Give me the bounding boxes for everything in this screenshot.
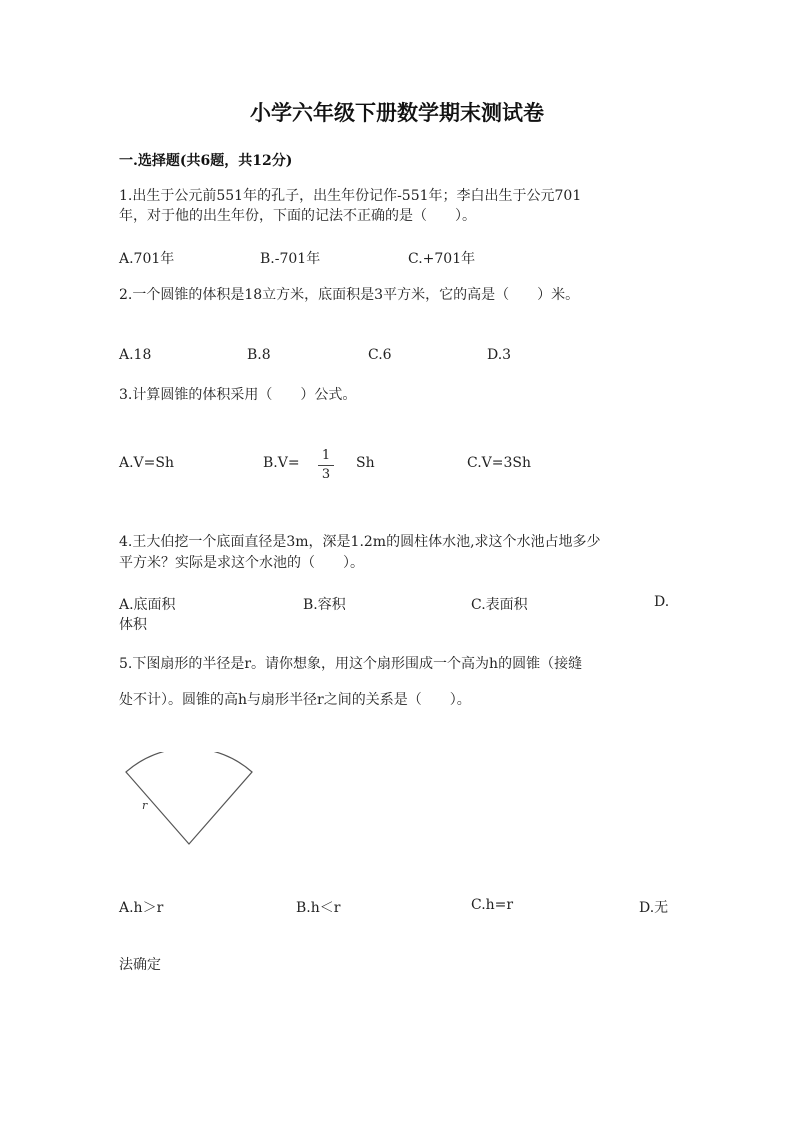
question-4-option-a: A.底面积 [119,597,176,613]
fraction-numerator: 1 [321,448,331,463]
question-3-line-1: 3.计算圆锥的体积采用（ ）公式。 [119,387,357,403]
question-4-option-d-wrap: 体积 [119,617,147,633]
radius-label: r [142,799,148,812]
sector-figure [122,752,256,848]
page-title: 小学六年级下册数学期末测试卷 [250,100,544,125]
sector-shape [126,752,252,844]
question-1-option-a: A.701年 [119,251,175,267]
question-1-option-c: C.+701年 [408,251,476,267]
question-1-line-1: 1.出生于公元前551年的孔子，出生年份记作-551年；李白出生于公元701 [119,188,582,204]
question-4-option-c: C.表面积 [471,597,528,613]
question-1-option-b: B.-701年 [260,251,321,267]
question-2-option-a: A.18 [119,347,152,363]
question-5-option-a: A.h＞r [119,900,164,916]
question-5-option-b: B.h＜r [296,900,341,916]
question-4-option-b: B.容积 [303,597,346,613]
question-4-line-1: 4.王大伯挖一个底面直径是3m，深是1.2m的圆柱体水池,求这个水池占地多少 [119,534,601,550]
question-1-line-2: 年，对于他的出生年份，下面的记法不正确的是（ ）。 [119,208,476,224]
question-5-line-1: 5.下图扇形的半径是r。请你想象，用这个扇形围成一个高为h的圆锥（接缝 [119,656,583,672]
question-2-option-c: C.6 [368,347,392,363]
question-3-option-b: B.V= [263,455,300,471]
question-4-line-2: 平方米？实际是求这个水池的（ ）。 [119,555,364,571]
one-third-fraction [318,449,334,482]
question-5-option-d: D.无 [639,900,669,916]
question-3-option-c: C.V=3Sh [467,455,532,471]
question-5-line-2: 处不计）。圆锥的高h与扇形半径r之间的关系是（ ）。 [119,692,471,708]
question-2-line-1: 2.一个圆锥的体积是18立方米，底面积是3平方米，它的高是（ ）米。 [119,287,580,303]
question-5-option-d-wrap: 法确定 [119,957,161,973]
question-4-option-d: D. [654,594,670,610]
question-3-option-b-suffix: Sh [356,455,375,471]
question-3-option-a: A.V=Sh [119,455,175,471]
fraction-bar [318,465,334,466]
section-heading: 一.选择题(共6题，共12分) [119,153,293,169]
question-5-option-c: C.h=r [471,897,514,913]
fraction-denominator: 3 [321,467,331,482]
question-2-option-b: B.8 [247,347,271,363]
question-2-option-d: D.3 [487,347,512,363]
